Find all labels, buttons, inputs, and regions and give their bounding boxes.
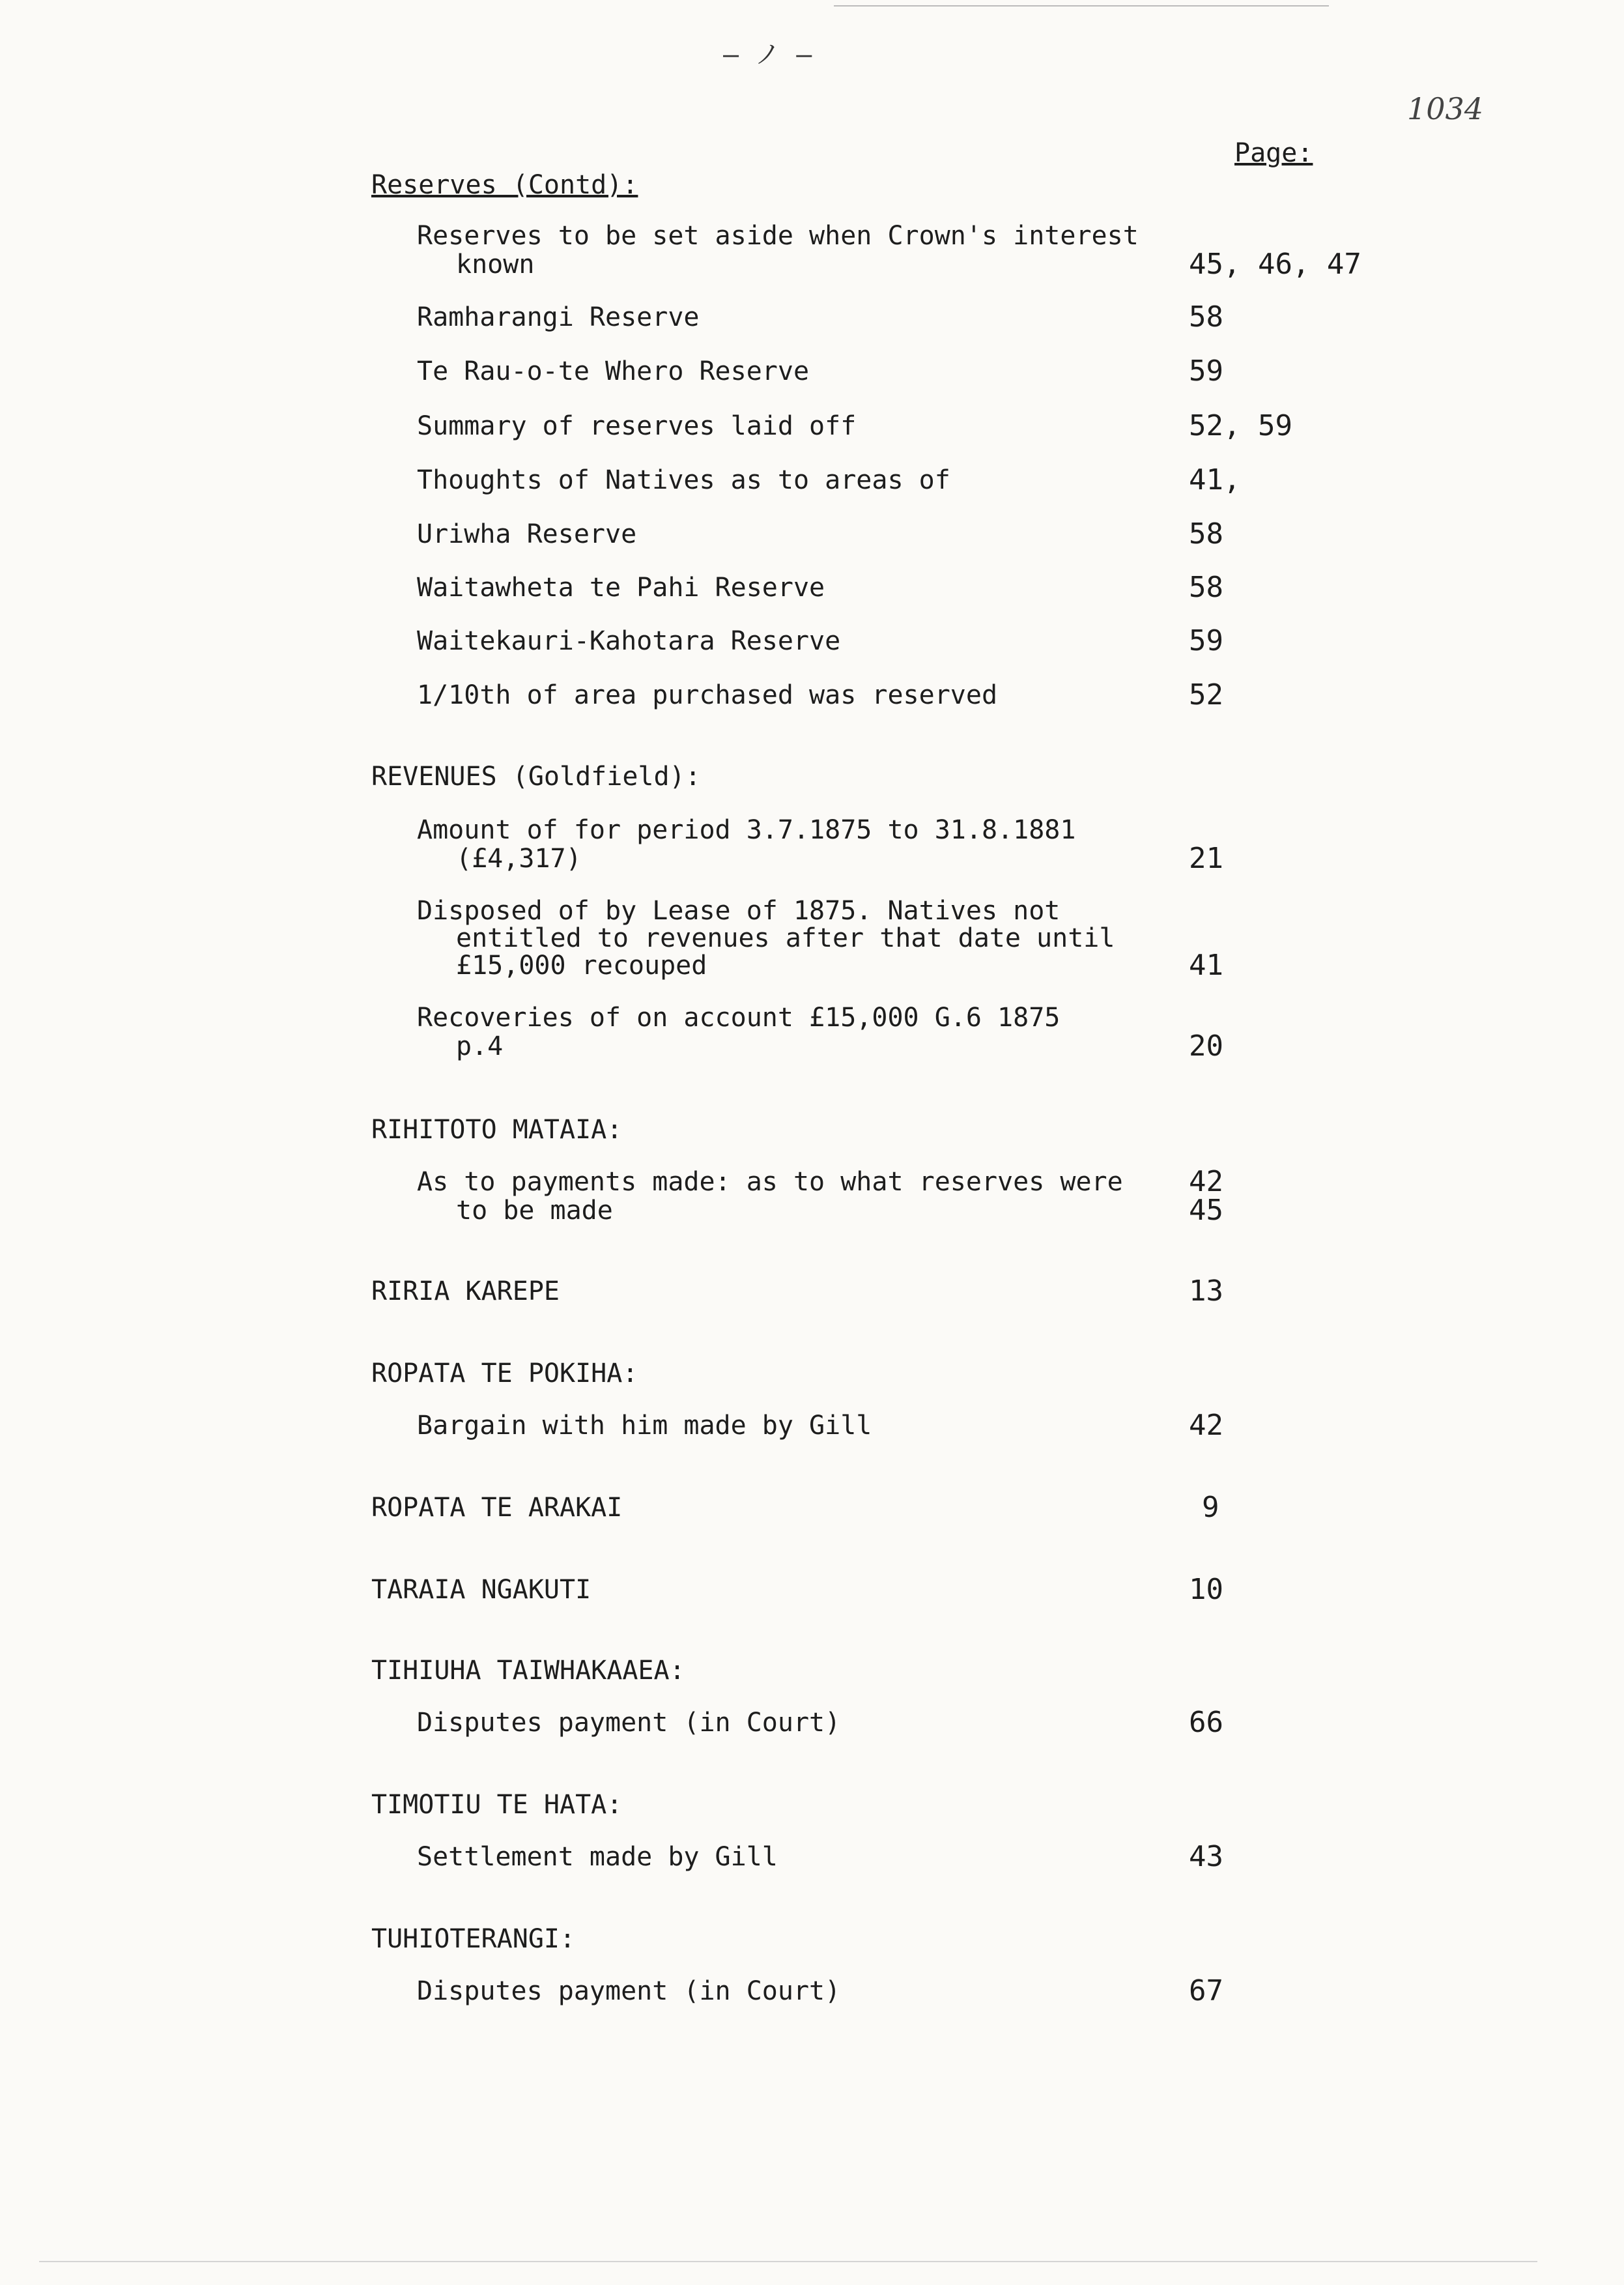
index-entry-text: As to payments made: as to what reserves were	[417, 1167, 1123, 1197]
top-mark: – ノ –	[723, 40, 812, 70]
index-entry-text: Disputes payment (in Court)	[417, 1708, 841, 1738]
top-edge-rule	[834, 5, 1329, 7]
folio-number: 1034	[1407, 91, 1484, 126]
index-entry-text: Amount of for period 3.7.1875 to 31.8.1881	[417, 815, 1076, 845]
index-entry-page: 67	[1189, 1974, 1223, 2007]
index-entry-text: Ramharangi Reserve	[417, 302, 700, 332]
index-entry-text: Recoveries of on account £15,000 G.6 1875	[417, 1003, 1061, 1033]
index-entry-page: 43	[1189, 1840, 1223, 1873]
index-entry-page: 41,	[1189, 463, 1241, 496]
index-section-tuhioterangi: TUHIOTERANGI:	[371, 1924, 576, 1954]
index-entry-page: 42	[1189, 1409, 1223, 1442]
index-entry-text: Summary of reserves laid off	[417, 411, 857, 441]
index-entry-text-cont: (£4,317)	[456, 844, 582, 874]
index-entry-page: 58	[1189, 571, 1223, 604]
index-entry-page: 45, 46, 47	[1189, 248, 1361, 281]
index-entry-page: 10	[1189, 1573, 1223, 1606]
index-entry-page: 66	[1189, 1706, 1223, 1739]
index-entry-page: 58	[1189, 300, 1223, 334]
index-section-tihiuha-taiwhakaaea: TIHIUHA TAIWHAKAAEA:	[371, 1656, 685, 1686]
index-section-rihitoto-mataia: RIHITOTO MATAIA:	[371, 1115, 623, 1145]
index-entry-text: Waitawheta te Pahi Reserve	[417, 573, 825, 603]
index-entry-page: 20	[1189, 1029, 1223, 1063]
index-entry-page: 52	[1189, 678, 1223, 711]
index-entry-text: Settlement made by Gill	[417, 1842, 778, 1872]
index-entry-text-cont: to be made	[456, 1196, 613, 1226]
index-entry-text-cont: p.4	[456, 1031, 504, 1061]
index-entry-text-cont: known	[456, 250, 535, 280]
index-section-ropata-te-arakai: ROPATA TE ARAKAI	[371, 1493, 623, 1523]
index-entry-page: 59	[1189, 624, 1223, 657]
index-entry-page: 52, 59	[1189, 409, 1292, 442]
index-section-ropata-te-pokiha: ROPATA TE POKIHA:	[371, 1358, 638, 1388]
index-entry-text-cont: entitled to revenues after that date until	[456, 923, 1115, 953]
index-entry-page: 13	[1189, 1274, 1223, 1308]
index-entry-text: Te Rau-o-te Whero Reserve	[417, 356, 810, 386]
index-entry-text: Disputes payment (in Court)	[417, 1976, 841, 2006]
page-column-heading: Page:	[1234, 138, 1313, 168]
index-entry-text: Uriwha Reserve	[417, 519, 637, 549]
index-section-timotiu-te-hata: TIMOTIU TE HATA:	[371, 1790, 623, 1820]
index-entry-page: 21	[1189, 842, 1223, 875]
index-section-riria-karepe: RIRIA KAREPE	[371, 1276, 560, 1306]
index-entry-text: Disposed of by Lease of 1875. Natives not	[417, 896, 1061, 926]
index-entry-page-2: 45	[1189, 1194, 1223, 1227]
index-section-taraia-ngakuti: TARAIA NGAKUTI	[371, 1575, 591, 1605]
index-entry-page: 41	[1189, 949, 1223, 982]
bottom-edge-rule	[39, 2261, 1537, 2262]
index-entry-page: 59	[1189, 354, 1223, 388]
index-section-revenues: REVENUES (Goldfield):	[371, 762, 701, 792]
index-entry-text: 1/10th of area purchased was reserved	[417, 680, 998, 710]
index-entry-text: Reserves to be set aside when Crown's interest	[417, 221, 1139, 251]
index-section-reserves: Reserves (Contd):	[371, 170, 638, 200]
index-entry-text: Bargain with him made by Gill	[417, 1411, 872, 1441]
index-entry-page: 58	[1189, 517, 1223, 551]
index-entry-text-cont: £15,000 recouped	[456, 951, 707, 981]
index-entry-page: 9	[1202, 1491, 1219, 1524]
index-entry-text: Waitekauri-Kahotara Reserve	[417, 626, 841, 656]
index-entry-text: Thoughts of Natives as to areas of	[417, 465, 950, 495]
index-entry-page: 42	[1189, 1165, 1223, 1198]
